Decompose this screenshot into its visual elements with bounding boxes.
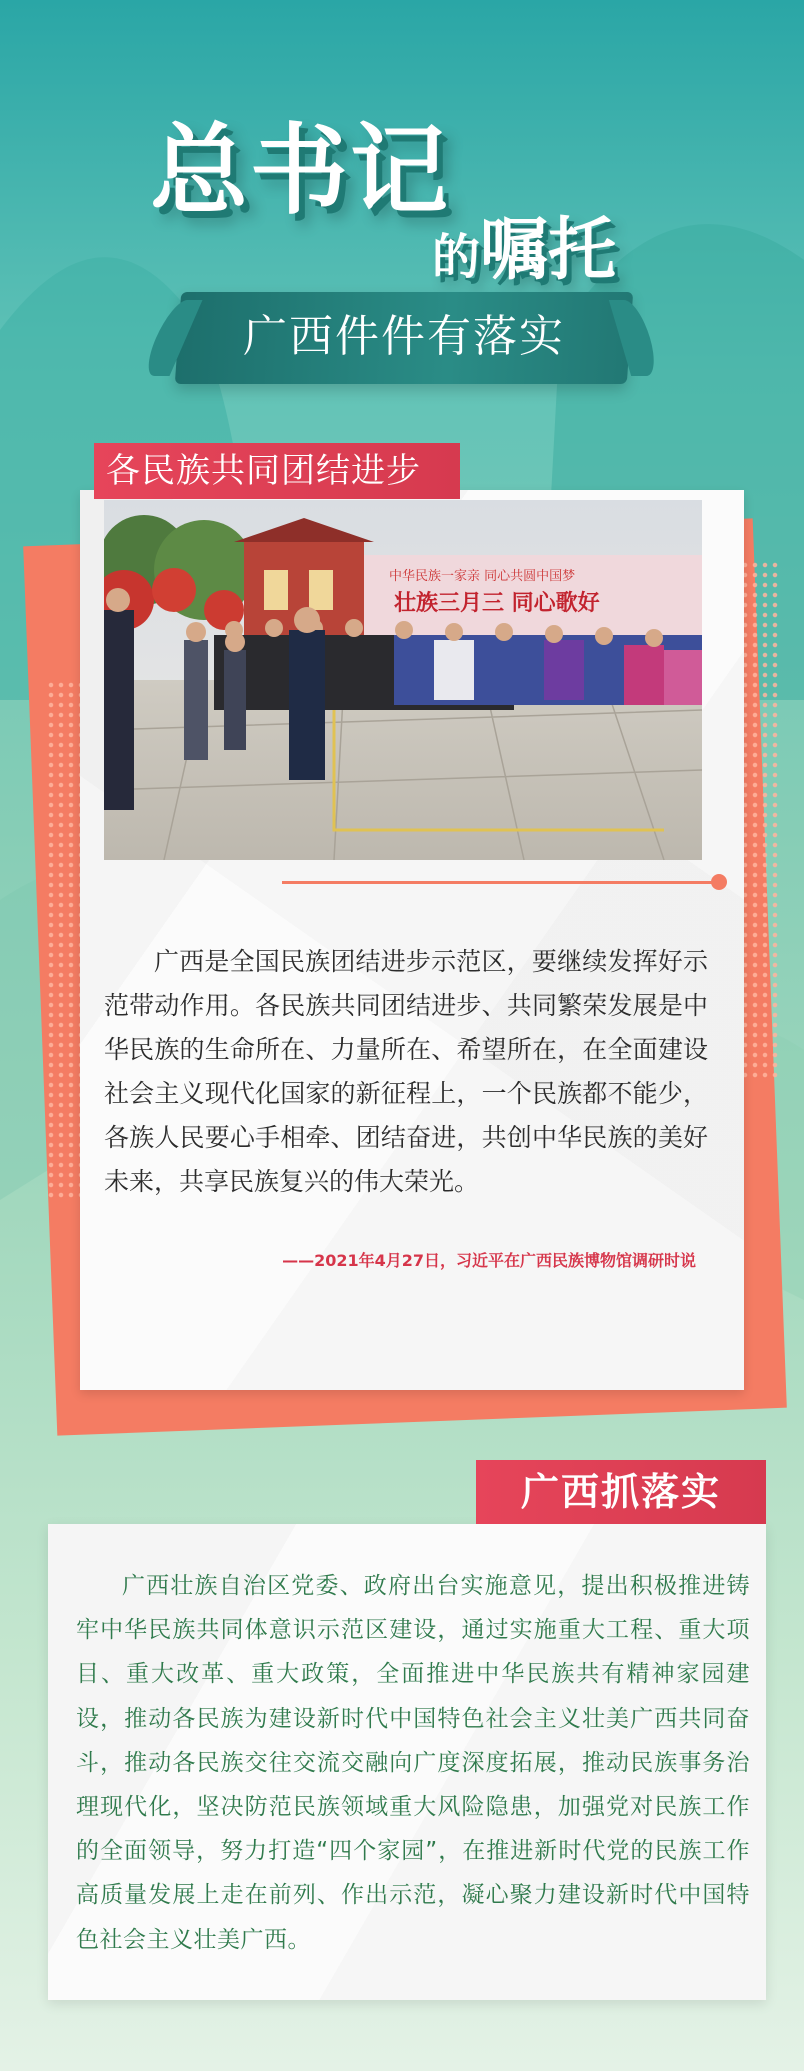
quote-text: 广西是全国民族团结进步示范区，要继续发挥好示范带动作用。各民族共同团结进步、共同繁荣发展是中华民族的生命所在、力量所在、希望所在，在全面建设社会主义现代化国家的新征程上，一个民族都不能少，各族人民要心手相牵、团结奋进，共创中华民族的美好未来，共享民族复兴的伟大荣光。 bbox=[104, 947, 708, 1196]
implementation-text: 广西壮族自治区党委、政府出台实施意见，提出积极推进铸牢中华民族共同体意识示范区建设，通过实施重大工程、重大项目、重大改革、重大政策，全面推进中华民族共有精神家园建设，推动各民族为建设新时代中国特色社会主义壮美广西共同奋斗，推动各民族交往交流交融向广度深度拓展，推动民族事务治理现代化，坚决防范民族领域重大风险隐患，加强党对民族工作的全面领导，努力打造“四个家园”，在推进新时代党的民族工作高质量发展上走在前列、作出示范，凝心聚力建设新时代中国特色社会主义壮美广西。 bbox=[76, 1573, 750, 1953]
page-title: 总书记 bbox=[150, 114, 451, 228]
dot-pattern-right bbox=[740, 560, 780, 1080]
page-subtitle-main: 嘱托 bbox=[480, 211, 617, 290]
photo-banner-line2: 壮族三月三 同心歌好 bbox=[394, 591, 600, 616]
accent-dot bbox=[711, 874, 727, 890]
section-tag-implementation: 广西抓落实 bbox=[476, 1460, 766, 1524]
accent-line bbox=[282, 881, 716, 884]
photo-banner-line1: 中华民族一家亲 同心共圆中国梦 bbox=[389, 569, 576, 584]
page-subtitle-prefix: 的 bbox=[432, 229, 481, 285]
event-photo-illustration bbox=[104, 500, 702, 860]
quote-source: ——2021年4月27日，习近平在广西民族博物馆调研时说 bbox=[282, 1251, 696, 1270]
header-banner: 广西件件有落实 bbox=[243, 311, 565, 362]
section-tag-unity: 各民族共同团结进步 bbox=[94, 443, 460, 499]
event-photo bbox=[104, 500, 702, 860]
page-subtitle bbox=[432, 196, 616, 293]
